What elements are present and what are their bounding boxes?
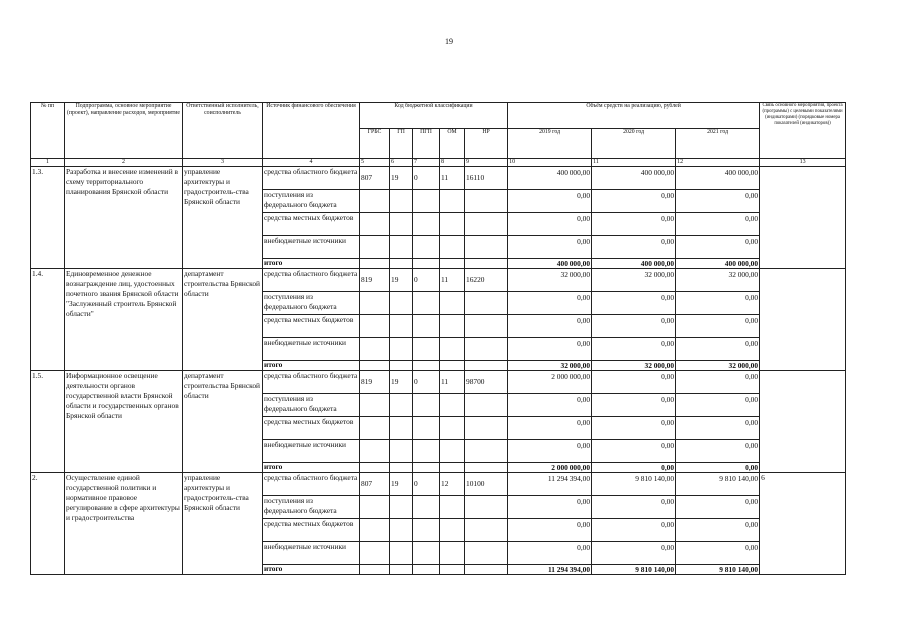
kbk-empty [440, 440, 465, 463]
amount-cell: 0,00 [676, 440, 760, 463]
amount-cell: 0,00 [676, 463, 760, 473]
amount-cell: 9 810 140,00 [676, 565, 760, 575]
kbk-empty [390, 519, 413, 542]
colnum: 1 [31, 159, 65, 167]
kbk-empty [360, 213, 390, 236]
kbk-empty [440, 315, 465, 338]
kbk-empty [413, 394, 440, 417]
kbk-empty [360, 259, 390, 269]
kbk-empty [440, 519, 465, 542]
kbk-grbs: 807 [360, 473, 390, 496]
kbk-empty [465, 542, 508, 565]
measure-name: Разработка и внесение изменений в схему территориального планирования Брянской области [65, 167, 183, 269]
table-row [31, 167, 846, 190]
amount-cell: 11 294 394,00 [508, 473, 592, 496]
colnum: 11 [592, 159, 676, 167]
amount-cell: 0,00 [592, 463, 676, 473]
executor: управление архитектуры и градостроитель-ства Брянской области [183, 167, 263, 269]
kbk-empty [413, 236, 440, 259]
funding-source: средства местных бюджетов [263, 213, 360, 236]
kbk-empty [440, 496, 465, 519]
colnum: 3 [183, 159, 263, 167]
amount-cell: 0,00 [676, 315, 760, 338]
header-executor: Ответственный исполнитель, соисполнитель [183, 103, 263, 159]
kbk-empty [440, 417, 465, 440]
amount-cell: 32 000,00 [592, 361, 676, 371]
executor: управление архитектуры и градостроитель-ства Брянской области [183, 473, 263, 575]
amount-cell: 400 000,00 [592, 167, 676, 190]
funding-source: средства местных бюджетов [263, 417, 360, 440]
kbk-empty [360, 190, 390, 213]
amount-cell: 9 810 140,00 [676, 473, 760, 496]
amount-cell: 0,00 [508, 292, 592, 315]
kbk-empty [360, 519, 390, 542]
amount-cell: 0,00 [676, 394, 760, 417]
header-grbs: ГРБС [360, 129, 390, 159]
amount-cell: 0,00 [592, 292, 676, 315]
kbk-empty [413, 259, 440, 269]
header-pgp: ПГП [413, 129, 440, 159]
amount-cell: 11 294 394,00 [508, 565, 592, 575]
kbk-empty [465, 519, 508, 542]
kbk-empty [390, 236, 413, 259]
row-number: 1.4. [31, 269, 65, 371]
amount-cell: 0,00 [508, 542, 592, 565]
funding-source: средства местных бюджетов [263, 315, 360, 338]
kbk-empty [440, 213, 465, 236]
kbk-pgp: 0 [413, 371, 440, 394]
header-num: № пп [31, 103, 65, 159]
kbk-empty [465, 440, 508, 463]
amount-cell: 400 000,00 [676, 167, 760, 190]
kbk-gp: 19 [390, 473, 413, 496]
amount-cell: 0,00 [676, 542, 760, 565]
kbk-empty [465, 213, 508, 236]
table-row [31, 371, 846, 394]
kbk-empty [390, 565, 413, 575]
funding-source: итого [263, 361, 360, 371]
kbk-empty [413, 565, 440, 575]
kbk-empty [465, 496, 508, 519]
amount-cell: 0,00 [592, 371, 676, 394]
kbk-nr: 16110 [465, 167, 508, 190]
kbk-empty [465, 338, 508, 361]
kbk-nr: 10100 [465, 473, 508, 496]
header-om: ОМ [440, 129, 465, 159]
header-volume: Объём средств на реализацию, рублей [508, 103, 760, 129]
amount-cell: 0,00 [592, 338, 676, 361]
amount-cell: 0,00 [508, 315, 592, 338]
kbk-empty [440, 565, 465, 575]
colnum: 7 [413, 159, 440, 167]
colnum: 6 [390, 159, 413, 167]
kbk-empty [360, 292, 390, 315]
funding-source: внебюджетные источники [263, 542, 360, 565]
kbk-empty [413, 292, 440, 315]
kbk-om: 11 [440, 167, 465, 190]
kbk-empty [390, 417, 413, 440]
kbk-empty [440, 236, 465, 259]
kbk-empty [390, 315, 413, 338]
funding-source: поступления из федерального бюджета [263, 190, 360, 213]
measure-name: Единовременное денежное вознаграждение лиц, удостоенных почетного звания Брянской области "Заслуженный строитель Брянской области" [65, 269, 183, 371]
amount-cell: 0,00 [592, 542, 676, 565]
kbk-pgp: 0 [413, 473, 440, 496]
amount-cell: 32 000,00 [508, 269, 592, 292]
kbk-empty [440, 463, 465, 473]
amount-cell: 32 000,00 [508, 361, 592, 371]
kbk-empty [390, 190, 413, 213]
kbk-empty [360, 463, 390, 473]
amount-cell: 0,00 [508, 440, 592, 463]
kbk-empty [390, 440, 413, 463]
kbk-empty [413, 542, 440, 565]
kbk-nr: 16220 [465, 269, 508, 292]
amount-cell: 400 000,00 [676, 259, 760, 269]
amount-cell: 9 810 140,00 [592, 565, 676, 575]
amount-cell: 0,00 [592, 496, 676, 519]
indicator-link [760, 167, 846, 269]
header-gp: ГП [390, 129, 413, 159]
amount-cell: 0,00 [508, 236, 592, 259]
kbk-empty [360, 338, 390, 361]
header-source: Источник финансового обеспечения [263, 103, 360, 159]
kbk-empty [360, 417, 390, 440]
indicator-link: 6 [760, 473, 846, 575]
kbk-gp: 19 [390, 269, 413, 292]
kbk-empty [390, 259, 413, 269]
amount-cell: 0,00 [676, 236, 760, 259]
measure-name: Осуществление единой государственной политики и нормативное правовое регулирование в сфере архитектуры и градостроительства [65, 473, 183, 575]
kbk-empty [390, 213, 413, 236]
kbk-empty [413, 361, 440, 371]
colnum: 10 [508, 159, 592, 167]
kbk-empty [465, 292, 508, 315]
funding-source: поступления из федерального бюджета [263, 496, 360, 519]
row-number: 2. [31, 473, 65, 575]
amount-cell: 0,00 [508, 338, 592, 361]
funding-source: внебюджетные источники [263, 236, 360, 259]
funding-source: внебюджетные источники [263, 440, 360, 463]
header-nr: НР [465, 129, 508, 159]
kbk-nr: 98700 [465, 371, 508, 394]
amount-cell: 0,00 [676, 417, 760, 440]
amount-cell: 0,00 [676, 190, 760, 213]
amount-cell: 0,00 [592, 394, 676, 417]
indicator-link [760, 371, 846, 473]
kbk-empty [360, 315, 390, 338]
funding-source: поступления из федерального бюджета [263, 394, 360, 417]
kbk-grbs: 807 [360, 167, 390, 190]
amount-cell: 0,00 [676, 371, 760, 394]
table-row [31, 473, 846, 496]
kbk-empty [465, 417, 508, 440]
row-number: 1.5. [31, 371, 65, 473]
amount-cell: 0,00 [508, 190, 592, 213]
header-2019: 2019 год [508, 129, 592, 159]
table-row [31, 269, 846, 292]
header-kbk: Код бюджетной классификации [360, 103, 508, 129]
amount-cell: 0,00 [592, 417, 676, 440]
kbk-empty [390, 292, 413, 315]
kbk-empty [465, 315, 508, 338]
colnum: 8 [440, 159, 465, 167]
amount-cell: 32 000,00 [676, 269, 760, 292]
colnum: 9 [465, 159, 508, 167]
row-number: 1.3. [31, 167, 65, 269]
kbk-om: 12 [440, 473, 465, 496]
kbk-empty [440, 338, 465, 361]
funding-source: внебюджетные источники [263, 338, 360, 361]
amount-cell: 0,00 [592, 519, 676, 542]
amount-cell: 0,00 [508, 496, 592, 519]
header-link: Связь основного мероприятия, проекта (программы) с целевыми показателями (индикаторами) (порядковые номера показателей (индикаторов)) [760, 103, 846, 159]
colnum: 2 [65, 159, 183, 167]
kbk-empty [360, 496, 390, 519]
kbk-empty [390, 394, 413, 417]
measure-name: Информационное освещение деятельности органов государственной власти Брянской области и государственных органов Брянской области [65, 371, 183, 473]
funding-source: итого [263, 565, 360, 575]
header-2020: 2020 год [592, 129, 676, 159]
funding-source: средства областного бюджета [263, 167, 360, 190]
budget-table [30, 102, 846, 575]
kbk-empty [360, 440, 390, 463]
colnum: 4 [263, 159, 360, 167]
colnum: 13 [760, 159, 846, 167]
kbk-empty [390, 496, 413, 519]
funding-source: средства областного бюджета [263, 371, 360, 394]
kbk-empty [440, 394, 465, 417]
kbk-empty [440, 259, 465, 269]
funding-source: итого [263, 259, 360, 269]
amount-cell: 0,00 [592, 236, 676, 259]
amount-cell: 32 000,00 [676, 361, 760, 371]
kbk-empty [465, 259, 508, 269]
kbk-empty [413, 440, 440, 463]
kbk-empty [440, 361, 465, 371]
amount-cell: 0,00 [508, 417, 592, 440]
amount-cell: 0,00 [676, 213, 760, 236]
amount-cell: 0,00 [508, 394, 592, 417]
colnum: 12 [676, 159, 760, 167]
kbk-pgp: 0 [413, 167, 440, 190]
funding-source: итого [263, 463, 360, 473]
funding-source: средства областного бюджета [263, 473, 360, 496]
executor: департамент строительства Брянской области [183, 371, 263, 473]
kbk-empty [465, 463, 508, 473]
kbk-empty [413, 519, 440, 542]
kbk-empty [465, 361, 508, 371]
kbk-om: 11 [440, 371, 465, 394]
amount-cell: 0,00 [508, 213, 592, 236]
kbk-empty [413, 496, 440, 519]
kbk-empty [440, 292, 465, 315]
amount-cell: 0,00 [508, 519, 592, 542]
kbk-empty [465, 565, 508, 575]
funding-source: средства местных бюджетов [263, 519, 360, 542]
amount-cell: 2 000 000,00 [508, 371, 592, 394]
amount-cell: 9 810 140,00 [592, 473, 676, 496]
kbk-empty [390, 542, 413, 565]
amount-cell: 0,00 [592, 440, 676, 463]
kbk-pgp: 0 [413, 269, 440, 292]
kbk-empty [465, 190, 508, 213]
amount-cell: 2 000 000,00 [508, 463, 592, 473]
kbk-empty [440, 542, 465, 565]
kbk-empty [413, 417, 440, 440]
page-number: 19 [445, 37, 453, 46]
kbk-empty [413, 338, 440, 361]
kbk-empty [465, 394, 508, 417]
kbk-empty [360, 542, 390, 565]
kbk-empty [360, 394, 390, 417]
funding-source: поступления из федерального бюджета [263, 292, 360, 315]
header-2021: 2021 год [676, 129, 760, 159]
kbk-empty [390, 463, 413, 473]
executor: департамент строительства Брянской области [183, 269, 263, 371]
kbk-empty [360, 565, 390, 575]
amount-cell: 400 000,00 [592, 259, 676, 269]
amount-cell: 32 000,00 [592, 269, 676, 292]
funding-source: средства областного бюджета [263, 269, 360, 292]
kbk-empty [360, 236, 390, 259]
amount-cell: 0,00 [676, 338, 760, 361]
kbk-grbs: 819 [360, 371, 390, 394]
kbk-empty [413, 315, 440, 338]
amount-cell: 0,00 [676, 519, 760, 542]
kbk-om: 11 [440, 269, 465, 292]
amount-cell: 0,00 [592, 213, 676, 236]
kbk-empty [360, 361, 390, 371]
header-name: Подпрограмма, основное мероприятие (проект), направление расходов, мероприятие [65, 103, 183, 159]
kbk-gp: 19 [390, 167, 413, 190]
kbk-empty [440, 190, 465, 213]
indicator-link [760, 269, 846, 371]
amount-cell: 0,00 [676, 496, 760, 519]
kbk-empty [413, 463, 440, 473]
kbk-grbs: 819 [360, 269, 390, 292]
kbk-gp: 19 [390, 371, 413, 394]
amount-cell: 0,00 [676, 292, 760, 315]
amount-cell: 400 000,00 [508, 167, 592, 190]
kbk-empty [413, 213, 440, 236]
kbk-empty [390, 338, 413, 361]
amount-cell: 0,00 [592, 315, 676, 338]
amount-cell: 400 000,00 [508, 259, 592, 269]
kbk-empty [413, 190, 440, 213]
amount-cell: 0,00 [592, 190, 676, 213]
kbk-empty [390, 361, 413, 371]
kbk-empty [465, 236, 508, 259]
colnum: 5 [360, 159, 390, 167]
